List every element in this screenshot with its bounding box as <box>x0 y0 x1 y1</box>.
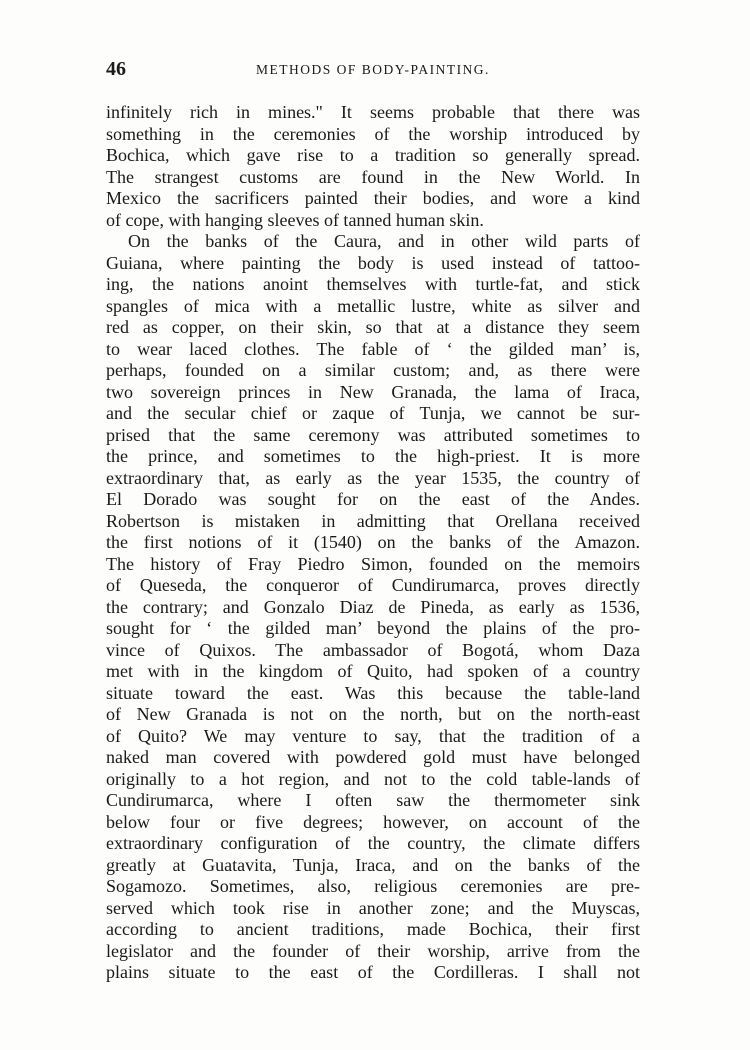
text-line: sought for ‘ the gilded man’ beyond the plains of the pro- <box>106 618 640 638</box>
text-line: ing, the nations anoint themselves with turtle-fat, and stick <box>106 274 640 294</box>
text-line: spangles of mica with a metallic lustre, white as silver and <box>106 295 640 316</box>
text-line: served which took rise in another zone; and the Muyscas, <box>106 897 640 918</box>
text-line: of New Granada is not on the north, but on the north-east <box>106 704 640 724</box>
text-line: originally to a hot region, and not to the cold table-lands of <box>106 768 640 789</box>
text-line: perhaps, founded on a similar custom; and, as there were <box>106 360 640 380</box>
text-line: situate toward the east. Was this because the table-land <box>106 682 640 703</box>
text-line: On the banks of the Caura, and in other wild parts of <box>128 231 640 251</box>
text-line: the prince, and sometimes to the high-priest. It is more <box>106 446 640 466</box>
text-line: vince of Quixos. The ambassador of Bogotá, whom Daza <box>106 639 640 660</box>
body-text <box>106 102 640 984</box>
text-line: infinitely rich in mines." It seems probable that there was <box>106 102 640 122</box>
text-line: extraordinary that, as early as the year 1535, the country of <box>106 467 640 488</box>
text-line: Mexico the sacrificers painted their bodies, and wore a kind <box>106 188 640 208</box>
running-title: METHODS OF BODY-PAINTING. <box>256 62 490 77</box>
text-line: naked man covered with powdered gold must have belonged <box>106 747 640 767</box>
text-line: prised that the same ceremony was attributed sometimes to <box>106 424 640 445</box>
text-line: two sovereign princes in New Granada, the lama of Iraca, <box>106 381 640 402</box>
text-line: The history of Fray Piedro Simon, founded on the memoirs <box>106 553 640 574</box>
text-line: below four or five degrees; however, on account of the <box>106 811 640 832</box>
text-line: of Queseda, the conqueror of Cundirumarca, proves directly <box>106 575 640 595</box>
text-line: Robertson is mistaken in admitting that Orellana received <box>106 510 640 531</box>
text-line: of cope, with hanging sleeves of tanned human skin. <box>106 209 484 230</box>
text-line: El Dorado was sought for on the east of the Andes. <box>106 489 640 509</box>
text-line: according to ancient traditions, made Bochica, their first <box>106 919 640 939</box>
text-line: met with in the kingdom of Quito, had spoken of a country <box>106 661 640 681</box>
text-line: extraordinary configuration of the country, the climate differs <box>106 833 640 853</box>
running-head <box>106 58 640 86</box>
page-number: 46 <box>106 58 126 80</box>
text-line: legislator and the founder of their worship, arrive from the <box>106 940 640 961</box>
text-line: greatly at Guatavita, Tunja, Iraca, and on the banks of the <box>106 854 640 875</box>
text-line: of Quito? We may venture to say, that the tradition of a <box>106 725 640 746</box>
text-line: Sogamozo. Sometimes, also, religious ceremonies are pre- <box>106 876 640 896</box>
text-line: plains situate to the east of the Cordilleras. I shall not <box>106 962 640 982</box>
text-line: The strangest customs are found in the New World. In <box>106 166 640 187</box>
text-line: the first notions of it (1540) on the banks of the Amazon. <box>106 532 640 552</box>
text-line: to wear laced clothes. The fable of ‘ the gilded man’ is, <box>106 338 640 359</box>
text-line: red as copper, on their skin, so that at a distance they seem <box>106 317 640 337</box>
text-line: Guiana, where painting the body is used instead of tattoo- <box>106 252 640 273</box>
text-line: and the secular chief or zaque of Tunja, we cannot be sur- <box>106 403 640 423</box>
text-line: Bochica, which gave rise to a tradition so generally spread. <box>106 145 640 165</box>
text-line: Cundirumarca, where I often saw the thermometer sink <box>106 790 640 810</box>
text-line: the contrary; and Gonzalo Diaz de Pineda, as early as 1536, <box>106 596 640 617</box>
text-line: something in the ceremonies of the worship introduced by <box>106 123 640 144</box>
